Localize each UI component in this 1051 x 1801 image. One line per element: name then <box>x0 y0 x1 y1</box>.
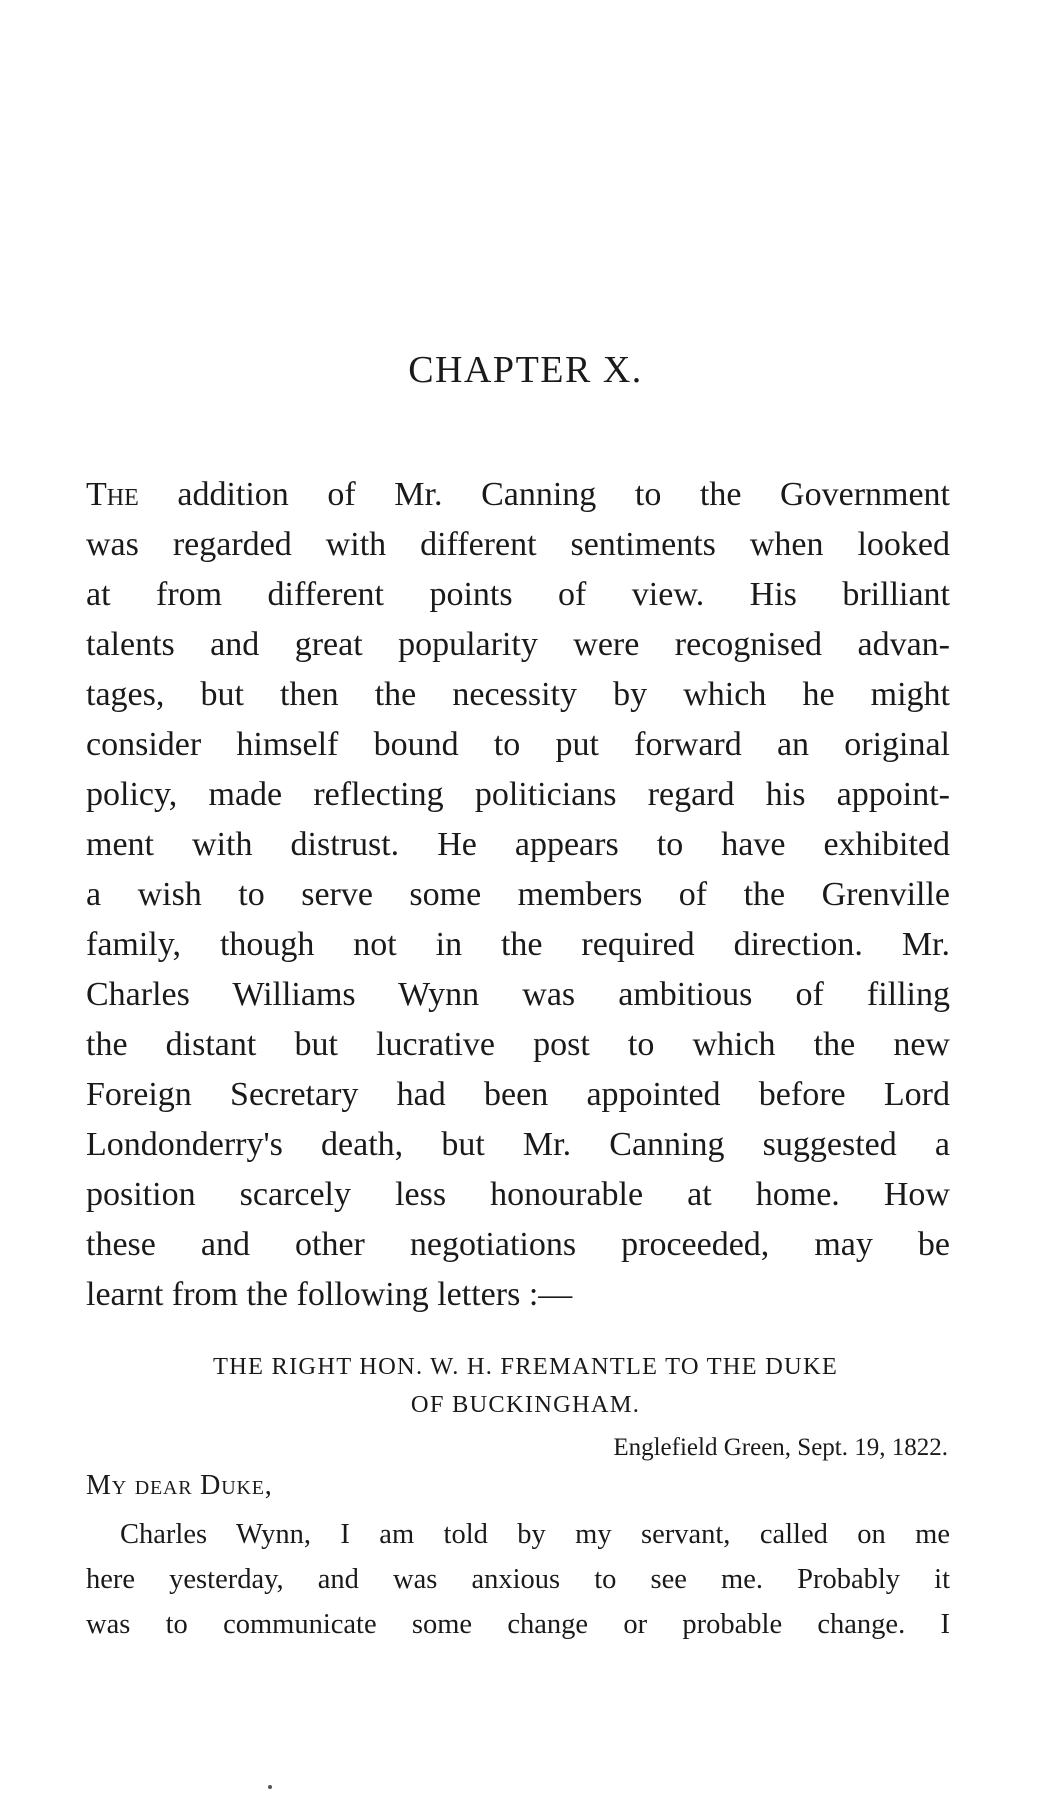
letter-line: here yesterday, and was anxious to see me. Probably it <box>86 1564 950 1595</box>
body-line: at from different points of view. His brilliant <box>86 576 950 613</box>
letter-salutation: My dear Duke, <box>86 1470 273 1501</box>
body-line: was regarded with different sentiments when looked <box>86 526 950 563</box>
body-line: tages, but then the necessity by which he might <box>86 676 950 713</box>
body-line: consider himself bound to put forward an original <box>86 726 950 763</box>
page-speck <box>268 1785 272 1789</box>
body-line: Charles Williams Wynn was ambitious of filling <box>86 976 950 1013</box>
letter-dateline: Englefield Green, Sept. 19, 1822. <box>613 1434 948 1461</box>
letter-line: Charles Wynn, I am told by my servant, called on me <box>120 1519 950 1550</box>
letter-heading-line: THE RIGHT HON. W. H. FREMANTLE TO THE DUKE <box>212 1353 838 1380</box>
body-line: talents and great popularity were recognised advan- <box>86 626 950 663</box>
body-line: policy, made reflecting politicians regard his appoint- <box>86 776 950 813</box>
drop-word: The <box>86 476 139 513</box>
body-line: Foreign Secretary had been appointed before Lord <box>86 1076 950 1113</box>
body-line: family, though not in the required direction. Mr. <box>86 926 950 963</box>
body-line: these and other negotiations proceeded, may be <box>86 1226 950 1263</box>
body-line: Londonderry's death, but Mr. Canning suggested a <box>86 1126 950 1163</box>
body-line: position scarcely less honourable at home. How <box>86 1176 950 1213</box>
letter-line: was to communicate some change or probable change. I <box>86 1609 950 1640</box>
body-line: ment with distrust. He appears to have exhibited <box>86 826 950 863</box>
letter-body <box>86 1512 950 1647</box>
body-line: learnt from the following letters :— <box>86 1276 573 1313</box>
chapter-title: CHAPTER X. <box>408 349 643 391</box>
letter-heading-line: OF BUCKINGHAM. <box>410 1391 641 1418</box>
letter-heading <box>0 1348 1051 1424</box>
body-line: the distant but lucrative post to which the new <box>86 1026 950 1063</box>
body-line: a wish to serve some members of the Grenville <box>86 876 950 913</box>
body-line-text: addition of Mr. Canning to the Government <box>138 476 950 513</box>
chapter-body <box>86 470 950 1320</box>
body-line <box>86 470 950 520</box>
